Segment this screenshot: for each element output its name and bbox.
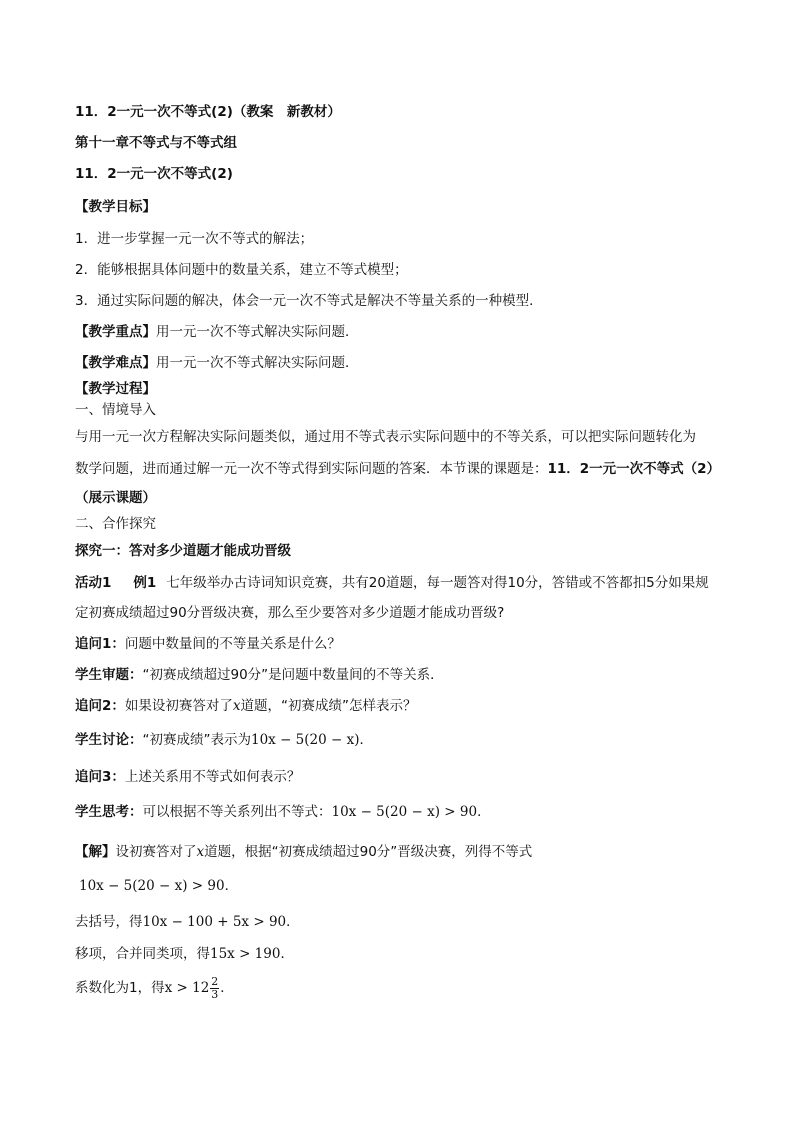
student-discussion-text: “初赛成绩”表示为: [142, 732, 251, 748]
step-coefficient: [75, 973, 234, 1003]
heading-process: 【教学过程】: [75, 381, 156, 397]
period: ．: [477, 804, 491, 820]
step-expand: [75, 913, 300, 931]
period: ．: [359, 732, 373, 748]
example-line-2: 定初赛成绩超过90分晋级决赛，那么至少要答对多少道题才能成功晋级?: [75, 605, 505, 621]
student-thinking: [75, 803, 491, 821]
period: ．: [220, 980, 234, 996]
follow-up-1-text: 问题中数量间的不等量关系是什么？: [124, 636, 341, 652]
fraction-numerator: 2: [211, 974, 219, 988]
step-expand-text: 去括号，得: [75, 914, 143, 930]
fraction-denominator: 3: [211, 987, 219, 1001]
follow-up-3-label: 追问3：: [75, 769, 125, 785]
variable-x: x: [232, 698, 241, 714]
key-point: [75, 323, 359, 341]
follow-up-1-label: 追问1：: [75, 636, 125, 652]
section-title: 11．2一元一次不等式(2): [75, 166, 233, 182]
student-thinking-text: 可以根据不等关系列出不等式：: [142, 804, 332, 820]
follow-up-3-text: 上述关系用不等式如何表示？: [124, 769, 301, 785]
student-discussion-label: 学生讨论：: [75, 732, 143, 748]
follow-up-3: [75, 768, 300, 786]
follow-up-2-label: 追问2：: [75, 698, 125, 714]
objective-2: 2．能够根据具体问题中的数量关系，建立不等式模型；: [75, 262, 408, 278]
period: ．: [286, 914, 300, 930]
solution-label: 【解】: [75, 844, 116, 860]
intro-line-2-text: 数学问题，进而通过解一元一次不等式得到实际问题的答案．本节课的课题是：: [75, 461, 548, 477]
example-text: 七年级举办古诗词知识竞赛，共有20道题，每一题答对得10分，答错或不答都扣5分如果规: [166, 575, 709, 591]
student-review-label: 学生审题：: [75, 667, 143, 683]
explore-1-heading: 探究一：答对多少道题才能成功晋级: [75, 543, 291, 559]
objective-1: 1．进一步掌握一元一次不等式的解法；: [75, 231, 314, 247]
step-combine-expression: 15x > 190: [210, 946, 281, 962]
inequality-line: [79, 877, 238, 895]
follow-up-2-text-a: 如果设初赛答对了: [124, 698, 233, 714]
show-topic: （展示课题）: [75, 490, 156, 506]
key-point-label: 【教学重点】: [75, 324, 156, 340]
follow-up-1: [75, 635, 341, 653]
example-line-1: [75, 574, 709, 592]
heading-objectives: 【教学目标】: [75, 199, 156, 215]
step-combine-text: 移项，合并同类项，得: [75, 946, 210, 962]
intro-line-1: 与用一元一次方程解决实际问题类似，通过用不等式表示实际问题中的不等关系，可以把实际问题转化为: [75, 429, 696, 445]
fraction: [210, 976, 219, 1001]
score-expression: 10x − 5(20 − x): [251, 732, 360, 748]
period: ．: [224, 878, 239, 894]
solution-line: [75, 843, 532, 861]
student-thinking-label: 学生思考：: [75, 804, 143, 820]
step-expand-expression: 10x − 100 + 5x > 90: [142, 914, 287, 930]
example-label: 例1: [133, 575, 157, 591]
key-point-text: 用一元一次不等式解决实际问题．: [156, 324, 359, 340]
step-combine: [75, 945, 294, 963]
student-review: [75, 666, 444, 684]
follow-up-2-text-b: 道题，“初赛成绩”怎样表示？: [240, 698, 417, 714]
solution-text-a: 设初赛答对了: [115, 844, 197, 860]
intro-line-2: [75, 460, 720, 478]
period: ．: [280, 946, 294, 962]
objective-3: 3．通过实际问题的解决，体会一元一次不等式是解决不等量关系的一种模型．: [75, 293, 543, 309]
difficult-point: [75, 354, 359, 372]
difficult-point-label: 【教学难点】: [75, 355, 156, 371]
step-coefficient-text: 系数化为1，得: [75, 980, 165, 996]
part-1-heading: 一、情境导入: [75, 402, 156, 418]
student-discussion: [75, 731, 373, 749]
inequality-expression: 10x − 5(20 − x) > 90: [331, 804, 478, 820]
step-coefficient-expression: x > 12: [164, 980, 210, 996]
intro-topic: 11．2一元一次不等式（2）: [547, 461, 721, 477]
solution-text-b: 道题，根据“初赛成绩超过90分”晋级决赛，列得不等式: [204, 844, 533, 860]
activity-label: 活动1: [75, 575, 112, 591]
chapter-title: 第十一章不等式与不等式组: [75, 135, 237, 151]
doc-title: 11．2一元一次不等式(2)（教案 新教材）: [75, 104, 341, 120]
inequality-expression: 10x − 5(20 − x) > 90: [79, 878, 225, 894]
variable-x: x: [196, 844, 205, 860]
part-2-heading: 二、合作探究: [75, 516, 156, 532]
student-review-text: “初赛成绩超过90分”是问题中数量间的不等关系．: [142, 667, 444, 683]
difficult-point-text: 用一元一次不等式解决实际问题．: [156, 355, 359, 371]
follow-up-2: [75, 697, 417, 715]
